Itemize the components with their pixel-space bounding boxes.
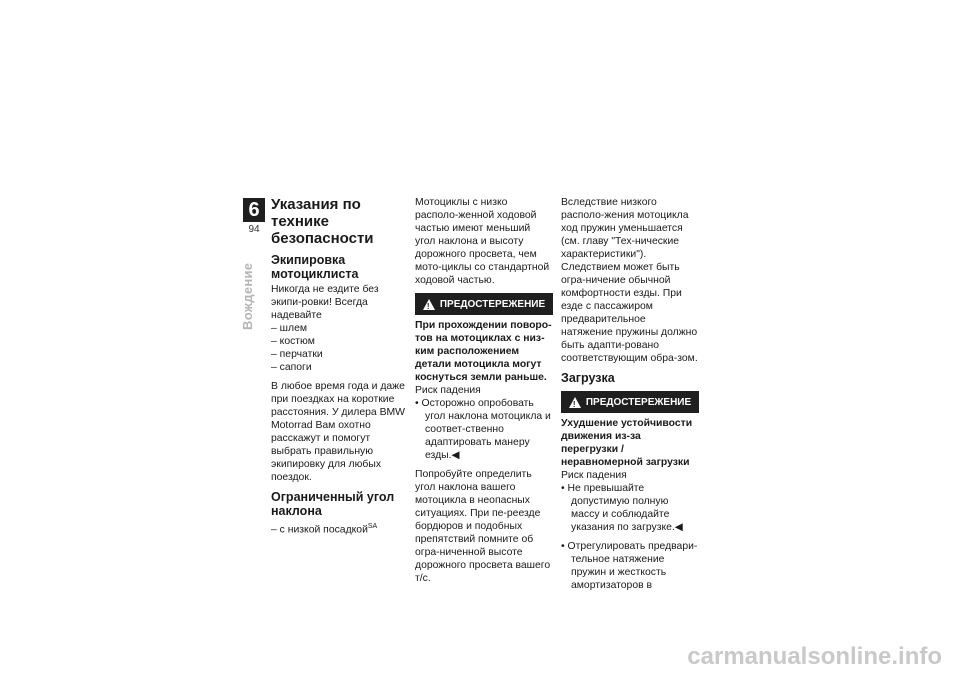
equipment-text: Никогда не ездите без экипи-ровки! Всегда надевайте xyxy=(271,284,379,321)
dealer-text: В любое время года и даже при поездках на короткие расстояния. У дилера BMW Motorrad Вам охотно расскажут и помогут выбрать правильную экипировку для любых поездок. xyxy=(271,381,405,483)
lean-angle-item xyxy=(271,520,409,536)
equipment-list xyxy=(271,322,409,374)
equipment-heading: Экипировка мотоциклиста xyxy=(271,253,359,281)
risk-text: Риск падения xyxy=(561,470,627,481)
list-item: • Осторожно опробовать угол наклона мотоцикла и соответ-ственно адаптировать манеру езды.◀ xyxy=(415,398,551,461)
list-item: – шлем xyxy=(271,323,307,334)
chapter-tab xyxy=(243,198,265,235)
list-item: – костюм xyxy=(271,336,315,347)
warning-title: Ухудшение устойчивости движения из-за перегрузки / неравномерной загрузки xyxy=(561,418,693,468)
page-number: 94 xyxy=(248,224,260,235)
sa-superscript: SA xyxy=(367,523,378,530)
warning-triangle-icon: ! xyxy=(569,397,581,408)
warning-label: ПРЕДОСТЕРЕЖЕНИЕ xyxy=(585,396,692,408)
risk-text: Риск падения xyxy=(415,385,481,396)
warning-banner xyxy=(415,293,553,315)
lean-angle-heading: Ограниченный угол наклона xyxy=(271,490,395,518)
warning-banner xyxy=(561,391,699,413)
list-item: – перчатки xyxy=(271,349,323,360)
page-title: Указания по технике безопасности xyxy=(271,196,374,247)
list-item: • Не превышайте допустимую полную массу и соблюдайте указания по загрузке.◀ xyxy=(561,483,683,533)
lean-item-text: – с низкой посадкой xyxy=(271,524,368,536)
column-1 xyxy=(271,196,409,542)
warning-bullets xyxy=(415,397,553,462)
list-item: • Отрегулировать предвари-тельное натяжение пружин и жесткость амортизаторов в xyxy=(561,541,698,591)
warning-title: При прохождении поворо-тов на мотоциклах с низ-ким расположением детали мотоцикла могут коснуться земли раньше. xyxy=(415,320,552,383)
watermark: carmanualsonline.info xyxy=(687,643,942,670)
chapter-number: 6 xyxy=(243,198,265,222)
column-2 xyxy=(415,196,553,591)
lean-test-text: Попробуйте определить угол наклона вашего мотоцикла в неопасных ситуациях. При пе-реезде бордюров и подобных препятствий помните об огра-ниченной высоте дорожного просвета вашего т/с. xyxy=(415,469,551,584)
load-heading: Загрузка xyxy=(561,371,615,385)
section-side-label: Вождение xyxy=(240,262,255,330)
warning-bullets xyxy=(561,482,699,592)
suspension-text: Вследствие низкого располо-жения мотоцикла ход пружин уменьшается (см. главу "Тех-нические характеристики"). Следствием может быть огра-ничение обычной комфортности езды. При езде с пассажиром предварительное натяжение пружины должно быть адапти-ровано соответствующим обра-зом. xyxy=(561,197,698,364)
low-chassis-intro: Мотоциклы с низко располо-женной ходовой частью имеют меньший угол наклона и высоту дорожного просвета, чем мото-циклы со стандартной ходовой частью. xyxy=(415,197,550,286)
list-item: – сапоги xyxy=(271,362,312,373)
warning-triangle-icon: ! xyxy=(423,299,435,310)
warning-label: ПРЕДОСТЕРЕЖЕНИЕ xyxy=(439,298,546,310)
column-3 xyxy=(561,196,699,598)
